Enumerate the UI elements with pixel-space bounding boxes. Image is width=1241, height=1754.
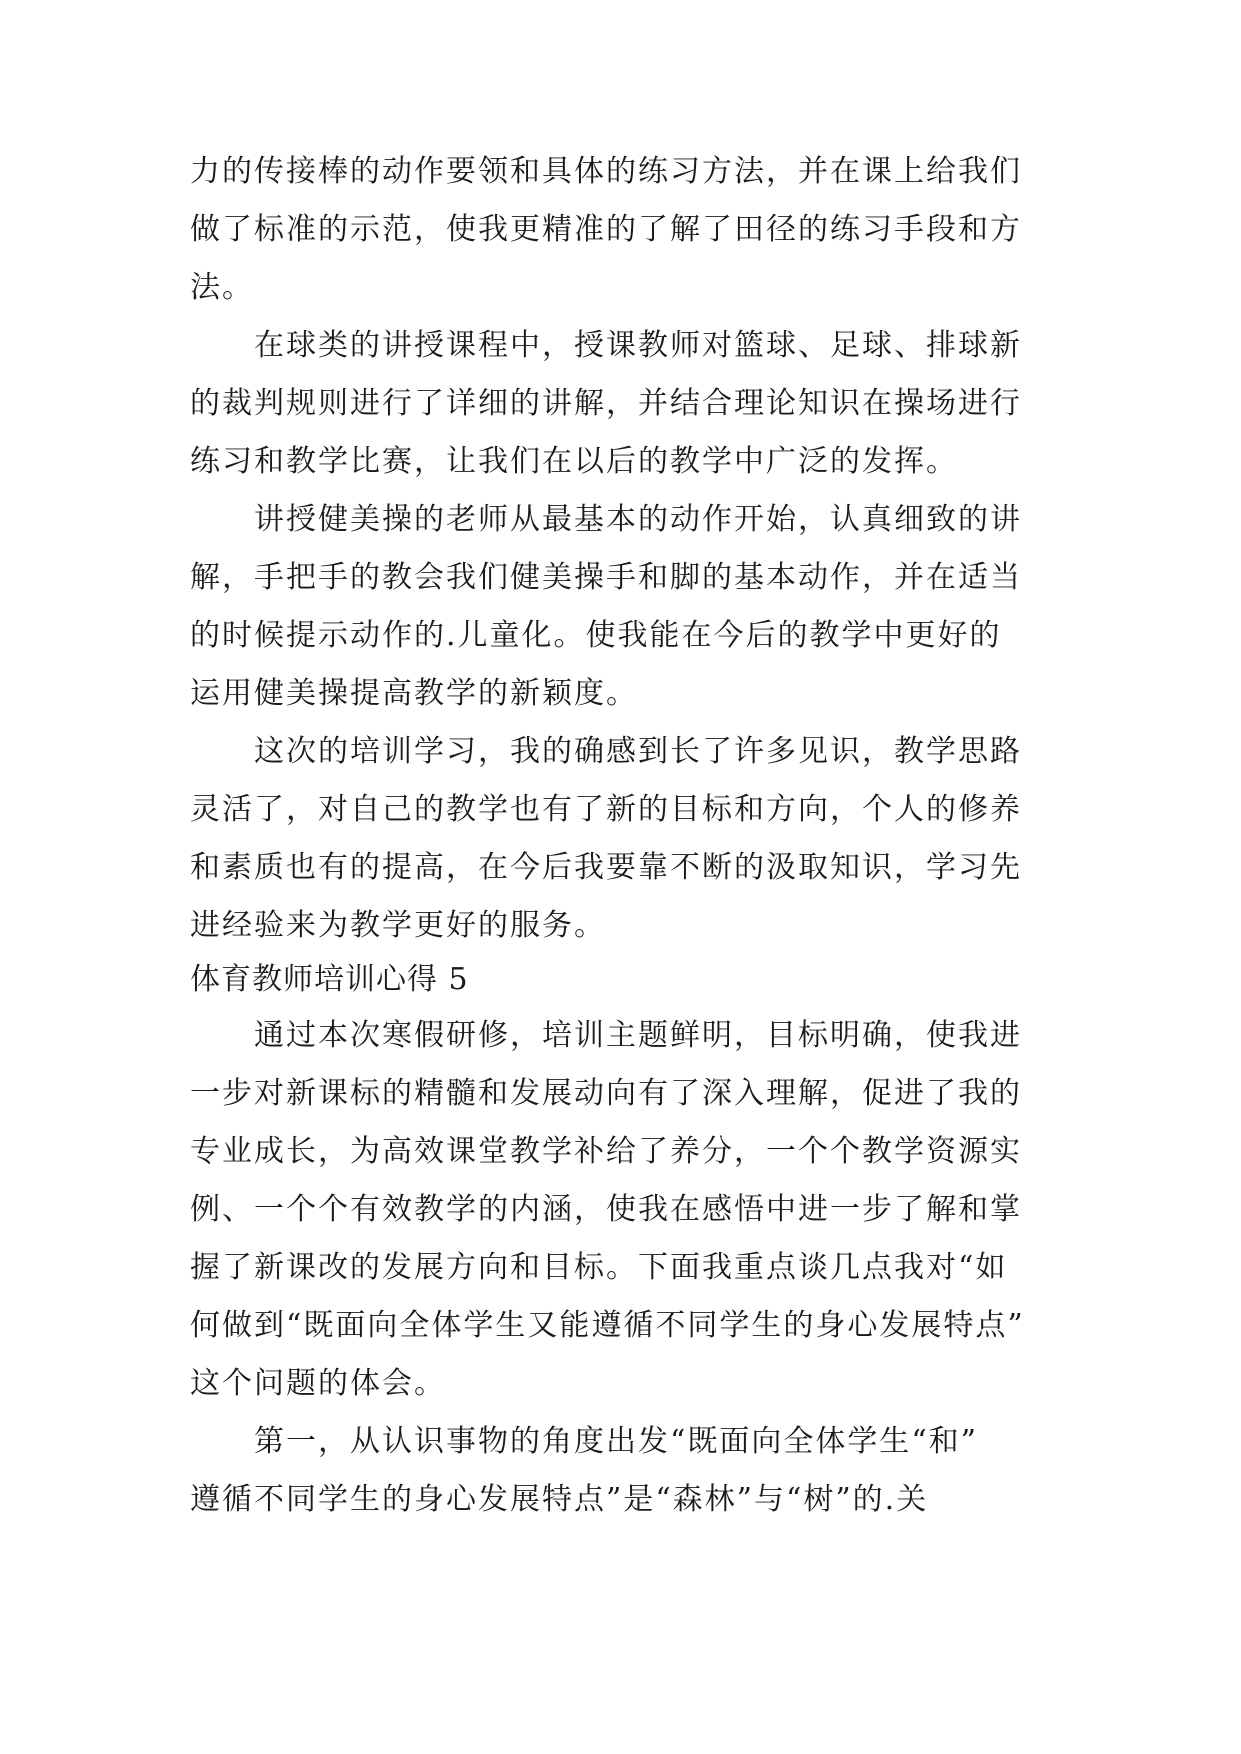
text-line: 灵活了，对自己的教学也有了新的目标和方向，个人的修养 — [190, 792, 1022, 827]
text-line: 这个问题的体会。 — [190, 1366, 446, 1401]
text-line: 遵循不同学生的身心发展特点”是“森林”与“树”的.关 — [190, 1482, 929, 1517]
text-line: 进经验来为教学更好的服务。 — [190, 908, 606, 943]
text-line: 握了新课改的发展方向和目标。下面我重点谈几点我对“如 — [190, 1250, 1008, 1285]
text-line: 一步对新课标的精髓和发展动向有了深入理解，促进了我的 — [190, 1076, 1022, 1111]
text-line: 例、一个个有效教学的内涵，使我在感悟中进一步了解和掌 — [190, 1192, 1022, 1227]
text-line: 何做到“既面向全体学生又能遵循不同学生的身心发展特点” — [190, 1308, 1025, 1343]
paragraph-start-line: 这次的培训学习，我的确感到长了许多见识，教学思路 — [254, 734, 1022, 769]
paragraph-start-line: 通过本次寒假研修，培训主题鲜明，目标明确，使我进 — [254, 1018, 1022, 1053]
text-line: 的时候提示动作的.儿童化。使我能在今后的教学中更好的 — [190, 618, 1002, 653]
text-line: 解，手把手的教会我们健美操手和脚的基本动作，并在适当 — [190, 560, 1022, 595]
paragraph-start-line: 在球类的讲授课程中，授课教师对篮球、足球、排球新 — [254, 328, 1022, 363]
paragraph-start-line: 讲授健美操的老师从最基本的动作开始，认真细致的讲 — [254, 502, 1022, 537]
text-line: 法。 — [190, 270, 254, 305]
text-line: 做了标准的示范，使我更精准的了解了田径的练习手段和方 — [190, 212, 1022, 247]
text-line: 运用健美操提高教学的新颖度。 — [190, 676, 638, 711]
text-line: 专业成长，为高效课堂教学补给了养分，一个个教学资源实 — [190, 1134, 1022, 1169]
section-heading: 体育教师培训心得 5 — [190, 962, 469, 997]
paragraph-start-line: 第一，从认识事物的角度出发“既面向全体学生“和” — [254, 1424, 979, 1459]
text-line: 力的传接棒的动作要领和具体的练习方法，并在课上给我们 — [190, 154, 1022, 189]
text-line: 的裁判规则进行了详细的讲解，并结合理论知识在操场进行 — [190, 386, 1022, 421]
text-line: 和素质也有的提高，在今后我要靠不断的汲取知识，学习先 — [190, 850, 1022, 885]
text-line: 练习和教学比赛，让我们在以后的教学中广泛的发挥。 — [190, 444, 958, 479]
